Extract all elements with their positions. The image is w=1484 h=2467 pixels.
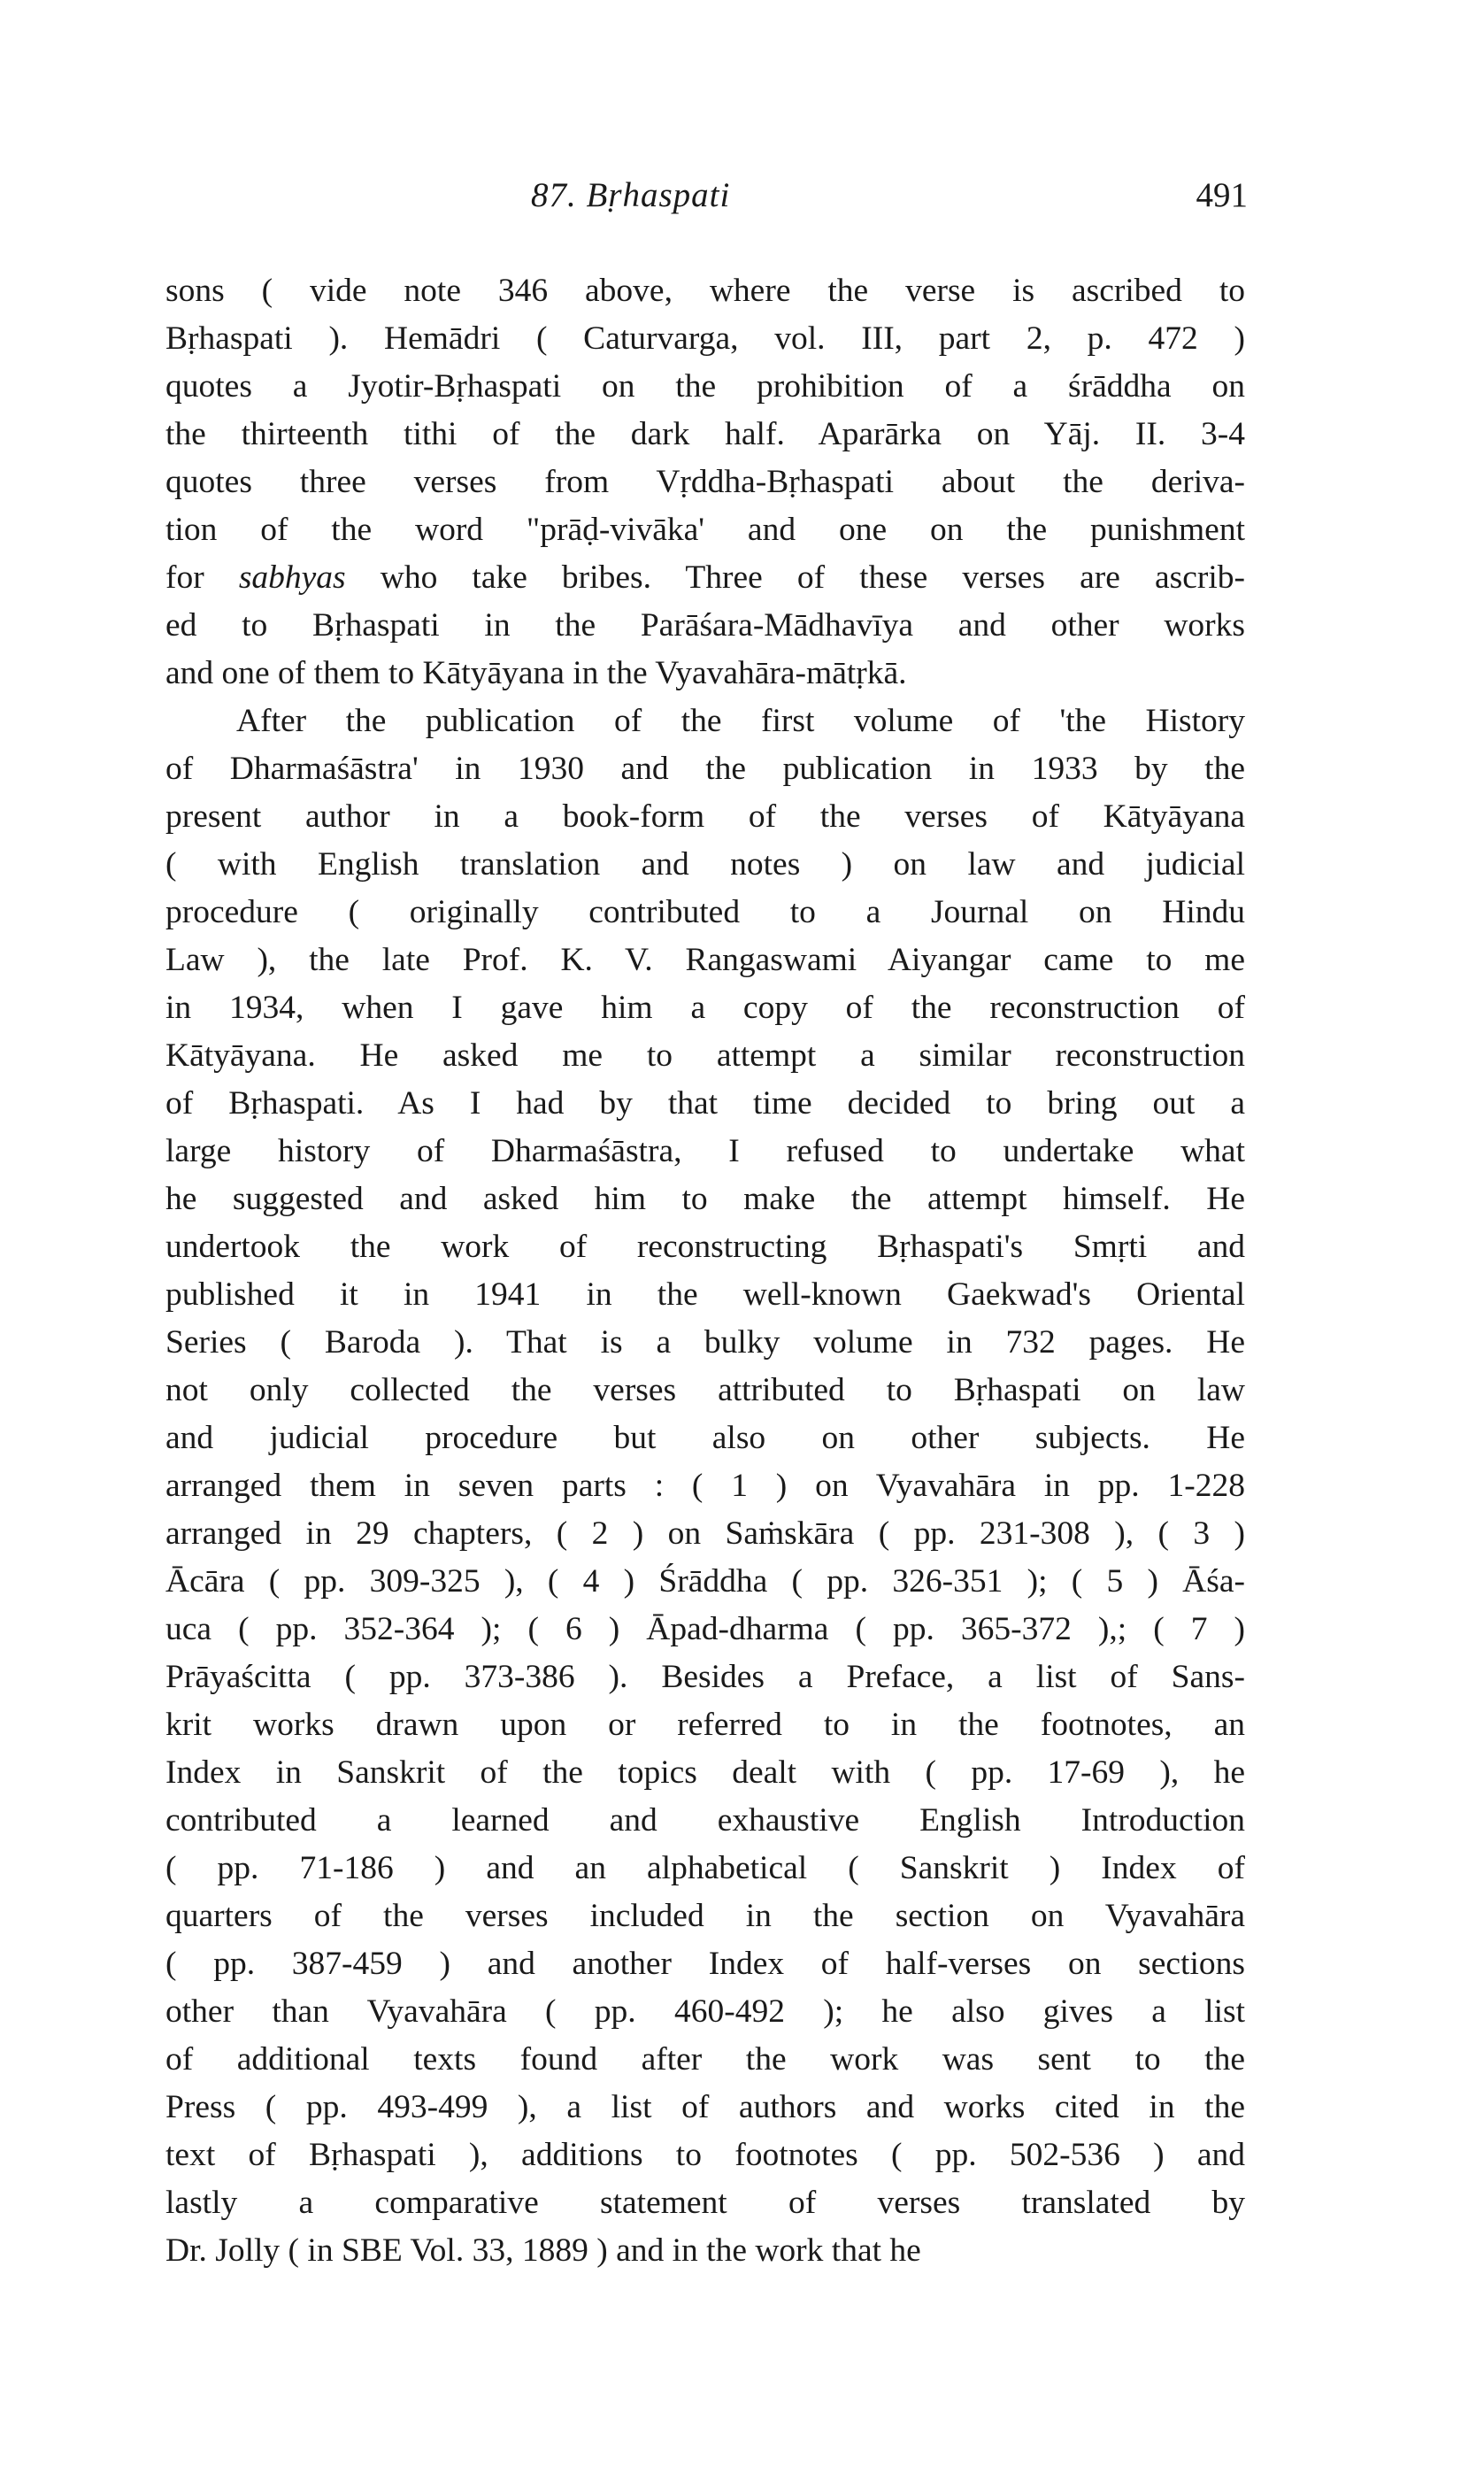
text-line: large history of Dharmaśāstra, I refused to undertake what	[165, 1133, 1245, 1169]
text-line: ( pp. 71-186 ) and an alphabetical ( Sanskrit ) Index of	[165, 1850, 1245, 1886]
text-line: Dr. Jolly ( in SBE Vol. 33, 1889 ) and in the work that he	[165, 2232, 921, 2269]
text-line: he suggested and asked him to make the attempt himself. He	[165, 1181, 1245, 1217]
text-line: text of Bṛhaspati ), additions to footnotes ( pp. 502-536 ) and	[165, 2137, 1245, 2173]
text-line: quotes three verses from Vṛddha-Bṛhaspati about the deriva-	[165, 464, 1245, 500]
text-line: arranged them in seven parts : ( 1 ) on Vyavahāra in pp. 1-228	[165, 1468, 1245, 1504]
text-line: present author in a book-form of the verses of Kātyāyana	[165, 798, 1245, 835]
text-line: published it in 1941 in the well-known Gaekwad's Oriental	[165, 1276, 1245, 1313]
text-line: in 1934, when I gave him a copy of the reconstruction of	[165, 990, 1245, 1026]
body-text	[165, 267, 1245, 2275]
text-line: quarters of the verses included in the section on Vyavahāra	[165, 1898, 1245, 1934]
page-number: 491	[1196, 176, 1248, 214]
text-line: ( with English translation and notes ) on law and judicial	[165, 846, 1245, 883]
text-line: Kātyāyana. He asked me to attempt a similar reconstruction	[165, 1037, 1245, 1074]
paragraph	[165, 698, 1245, 2275]
text-line: Series ( Baroda ). That is a bulky volume in 732 pages. He	[165, 1324, 1245, 1361]
paragraph	[165, 267, 1245, 698]
text-line: and one of them to Kātyāyana in the Vyavahāra-mātṛkā.	[165, 655, 907, 691]
text-line: quotes a Jyotir-Bṛhaspati on the prohibition of a śrāddha on	[165, 368, 1245, 405]
text-line: other than Vyavahāra ( pp. 460-492 ); he also gives a list	[165, 1993, 1245, 2030]
text-line: Prāyaścitta ( pp. 373-386 ). Besides a Preface, a list of Sans-	[165, 1659, 1245, 1695]
text-line: Press ( pp. 493-499 ), a list of authors and works cited in the	[165, 2089, 1245, 2125]
running-head	[531, 175, 1248, 228]
text-line: arranged in 29 chapters, ( 2 ) on Saṁskāra ( pp. 231-308 ), ( 3 )	[165, 1515, 1245, 1552]
text-line: tion of the word "prāḍ-vivāka' and one on the punishment	[165, 512, 1245, 548]
text-line: krit works drawn upon or referred to in the footnotes, an	[165, 1707, 1245, 1743]
text-line: for sabhyas who take bribes. Three of these verses are ascrib-	[165, 559, 1245, 596]
text-line: Index in Sanskrit of the topics dealt with ( pp. 17-69 ), he	[165, 1754, 1245, 1791]
text-line: the thirteenth tithi of the dark half. Aparārka on Yāj. II. 3-4	[165, 416, 1245, 452]
text-line: After the publication of the first volume of 'the History	[236, 703, 1245, 739]
text-line: procedure ( originally contributed to a Journal on Hindu	[165, 894, 1245, 930]
text-line: not only collected the verses attributed to Bṛhaspati on law	[165, 1372, 1245, 1408]
text-line: of Dharmaśāstra' in 1930 and the publication in 1933 by the	[165, 751, 1245, 787]
text-line: uca ( pp. 352-364 ); ( 6 ) Āpad-dharma ( pp. 365-372 ),; ( 7 )	[165, 1611, 1245, 1647]
italic-term: sabhyas	[238, 559, 346, 596]
text-line: Law ), the late Prof. K. V. Rangaswami Aiyangar came to me	[165, 942, 1245, 978]
text-line: of Bṛhaspati. As I had by that time decided to bring out a	[165, 1085, 1245, 1122]
text-line: contributed a learned and exhaustive English Introduction	[165, 1802, 1245, 1839]
text-line: ( pp. 387-459 ) and another Index of half-verses on sections	[165, 1946, 1245, 1982]
text-line: lastly a comparative statement of verses translated by	[165, 2185, 1245, 2221]
running-title: 87. Bṛhaspati	[531, 176, 731, 214]
text-line: ed to Bṛhaspati in the Parāśara-Mādhavīya and other works	[165, 607, 1245, 644]
text-line: Ācāra ( pp. 309-325 ), ( 4 ) Śrāddha ( pp. 326-351 ); ( 5 ) Āśa-	[165, 1563, 1245, 1600]
text-line: sons ( vide note 346 above, where the verse is ascribed to	[165, 273, 1245, 309]
text-line: of additional texts found after the work was sent to the	[165, 2041, 1245, 2078]
text-line: undertook the work of reconstructing Bṛhaspati's Smṛti and	[165, 1229, 1245, 1265]
text-line: Bṛhaspati ). Hemādri ( Caturvarga, vol. III, part 2, p. 472 )	[165, 320, 1245, 357]
text-line: and judicial procedure but also on other subjects. He	[165, 1420, 1245, 1456]
